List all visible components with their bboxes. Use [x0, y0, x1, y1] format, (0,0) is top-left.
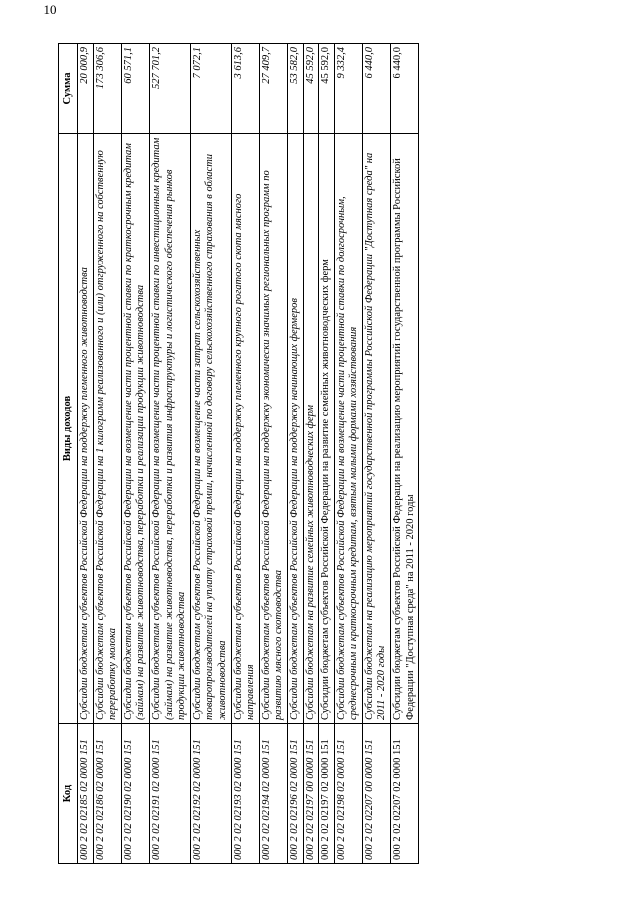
rotated-page-content	[58, 44, 528, 864]
row-sum: 173 306,6	[93, 44, 121, 134]
table-row	[231, 44, 259, 864]
row-description: Субсидии бюджетам субъектов Российской Федерации на возмещение части процентной ставки по инвестиционным кредитам (займам) на развитие животноводства, переработки и развития инфраструктуры и логистического обеспечения рынков продукции животноводства	[149, 134, 190, 724]
header-description: Виды доходов	[59, 134, 78, 724]
row-description: Субсидии бюджетам на реализацию мероприятий государственной программы Российской Федерации "Доступная среда" на 2011 - 2020 годы	[362, 134, 390, 724]
row-description: Субсидии бюджетам на развитие семейных животноводческих ферм	[303, 134, 319, 724]
row-sum: 6 440,0	[362, 44, 390, 134]
row-sum: 527 701,2	[149, 44, 190, 134]
table-row	[362, 44, 390, 864]
row-code: 000 2 02 02196 02 0000 151	[287, 724, 303, 864]
table-body	[78, 44, 419, 864]
table-row	[303, 44, 319, 864]
row-description: Субсидии бюджетам субъектов Российской Федерации на поддержку экономически значимых региональных программ по развитию мясного скотоводства	[259, 134, 287, 724]
row-description: Субсидии бюджетам субъектов Российской Федерации на возмещение части процентной ставки по краткосрочным кредитам (займам) на развитие животноводства, переработки и реализации продукции животноводства	[121, 134, 149, 724]
row-code: 000 2 02 02186 02 0000 151	[93, 724, 121, 864]
row-code: 000 2 02 02192 02 0000 151	[190, 724, 231, 864]
revenue-table	[58, 43, 419, 864]
row-description: Субсидии бюджетам субъектов Российской Федерации на реализацию мероприятий государственной программы Российской Федерации "Доступная среда" на 2011 - 2020 годы	[391, 134, 419, 724]
row-code: 000 2 02 02190 02 0000 151	[121, 724, 149, 864]
row-sum: 60 571,1	[121, 44, 149, 134]
row-sum: 6 440,0	[391, 44, 419, 134]
table-row	[319, 44, 335, 864]
row-code: 000 2 02 02197 00 0000 151	[303, 724, 319, 864]
row-sum: 53 582,0	[287, 44, 303, 134]
row-code: 000 2 02 02193 02 0000 151	[231, 724, 259, 864]
table-row	[287, 44, 303, 864]
row-sum: 45 592,0	[303, 44, 319, 134]
table-row	[149, 44, 190, 864]
row-code: 000 2 02 02185 02 0000 151	[78, 724, 94, 864]
row-code: 000 2 02 02207 00 0000 151	[362, 724, 390, 864]
row-description: Субсидии бюджетам субъектов Российской Федерации на развитие семейных животноводческих ферм	[319, 134, 335, 724]
row-code: 000 2 02 02197 02 0000 151	[319, 724, 335, 864]
row-sum: 27 409,7	[259, 44, 287, 134]
header-sum: Сумма	[59, 44, 78, 134]
row-code: 000 2 02 02198 02 0000 151	[334, 724, 362, 864]
row-code: 000 2 02 02191 02 0000 151	[149, 724, 190, 864]
table-header-row	[59, 44, 78, 864]
table-row	[93, 44, 121, 864]
row-code: 000 2 02 02207 02 0000 151	[391, 724, 419, 864]
header-code: Код	[59, 724, 78, 864]
table-row	[190, 44, 231, 864]
table-row	[121, 44, 149, 864]
table-row	[78, 44, 94, 864]
row-description: Субсидии бюджетам субъектов Российской Федерации на поддержку начинающих фермеров	[287, 134, 303, 724]
table-row	[259, 44, 287, 864]
row-description: Субсидии бюджетам субъектов Российской Федерации на 1 килограмм реализованного и (или) отгруженного на собственную переработку молока	[93, 134, 121, 724]
table-row	[391, 44, 419, 864]
row-description: Субсидии бюджетам субъектов Российской Федерации на поддержку племенного крупного рогатого скота мясного направления	[231, 134, 259, 724]
row-code: 000 2 02 02194 02 0000 151	[259, 724, 287, 864]
page-number: 10	[43, 2, 57, 17]
row-sum: 3 613,6	[231, 44, 259, 134]
table-row	[334, 44, 362, 864]
row-description: Субсидии бюджетам субъектов Российской Федерации на поддержку племенного животноводства	[78, 134, 94, 724]
row-sum: 20 000,9	[78, 44, 94, 134]
row-description: Субсидии бюджетам субъектов Российской Федерации на возмещение части затрат сельскохозяйственных товаропроизводителей на уплату страховой премии, начисленной по договору сельскохозяйственного страхования в области животноводства	[190, 134, 231, 724]
row-sum: 45 592,0	[319, 44, 335, 134]
row-sum: 9 332,4	[334, 44, 362, 134]
row-description: Субсидии бюджетам субъектов Российской Федерации на возмещение части процентной ставки по долгосрочным, среднесрочным и краткосрочным кредитам, взятым малыми формами хозяйствования	[334, 134, 362, 724]
row-sum: 7 072,1	[190, 44, 231, 134]
